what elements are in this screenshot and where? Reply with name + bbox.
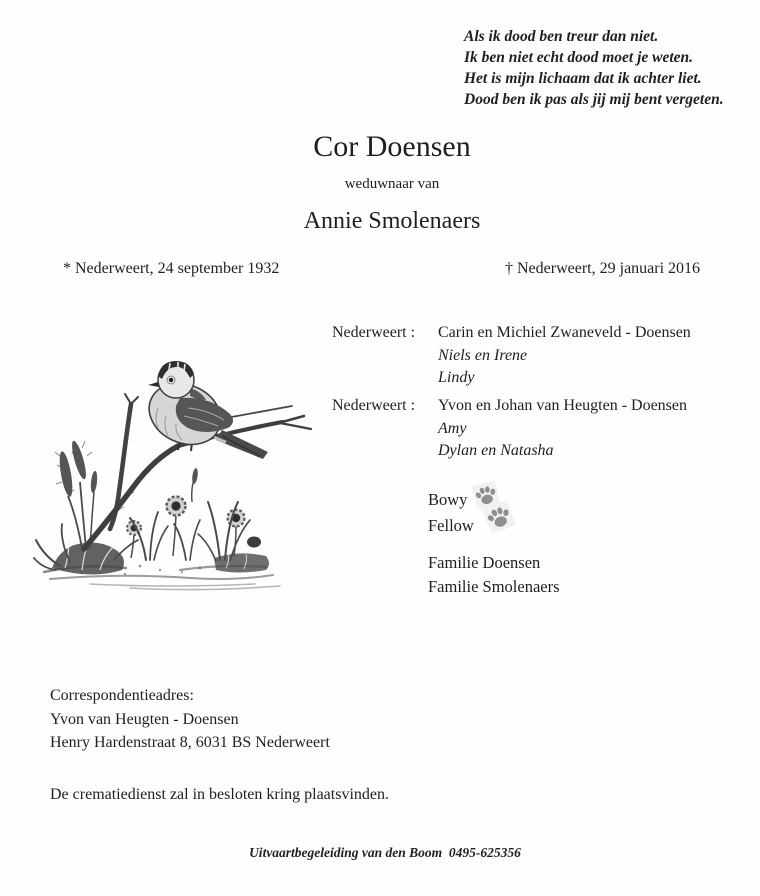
- family-member-line: Lindy: [438, 369, 475, 386]
- spouse-name: Annie Smolenaers: [303, 208, 481, 234]
- correspondence-label: Correspondentieadres:: [50, 687, 194, 704]
- family-group: [332, 395, 687, 463]
- pet-name: Bowy: [428, 490, 468, 509]
- family-member-line: Dylan en Natasha: [438, 442, 554, 459]
- poem-line: Dood ben ik pas als jij mij bent vergeten.: [464, 91, 724, 108]
- poem-line: Het is mijn lichaam dat ik achter liet.: [464, 70, 702, 87]
- family-signature: Familie Smolenaers: [428, 577, 560, 596]
- family-signatures: [428, 551, 560, 599]
- family-names: [438, 322, 691, 390]
- service-notice: De crematiedienst zal in besloten kring plaatsvinden.: [50, 786, 389, 803]
- correspondence-address: [50, 684, 330, 755]
- death-date: † Nederweert, 29 januari 2016: [505, 260, 701, 277]
- dates-row: [0, 260, 760, 282]
- family-place: Nederweert :: [332, 324, 416, 341]
- poem-line: Ik ben niet echt dood moet je weten.: [464, 49, 694, 66]
- family-signature: Familie Doensen: [428, 553, 541, 572]
- birth-date: * Nederweert, 24 september 1932: [63, 260, 280, 277]
- correspondence-line: Yvon van Heugten - Doensen: [50, 710, 239, 728]
- family-member-line: Amy: [438, 419, 467, 437]
- family-group: [332, 322, 691, 390]
- pet-name: Fellow: [428, 515, 474, 535]
- funeral-director-line: Uitvaartbegeleiding van den Boom 0495-625356: [249, 845, 521, 860]
- family-place: Nederweert :: [332, 397, 416, 414]
- family-member-line: Niels en Irene: [438, 346, 528, 364]
- family-names: [438, 395, 687, 463]
- relation-label: weduwnaar van: [344, 176, 440, 192]
- bird-on-branch-illustration: [30, 356, 322, 596]
- family-member-line: Yvon en Johan van Heugten - Doensen: [438, 397, 687, 414]
- correspondence-line: Henry Hardenstraat 8, 6031 BS Nederweert: [50, 734, 330, 751]
- family-member-line: Carin en Michiel Zwaneveld - Doensen: [438, 324, 691, 341]
- poem: [464, 26, 724, 110]
- poem-line: Als ik dood ben treur dan niet.: [464, 28, 659, 45]
- deceased-name: Cor Doensen: [313, 130, 471, 163]
- pets-list: [428, 487, 474, 538]
